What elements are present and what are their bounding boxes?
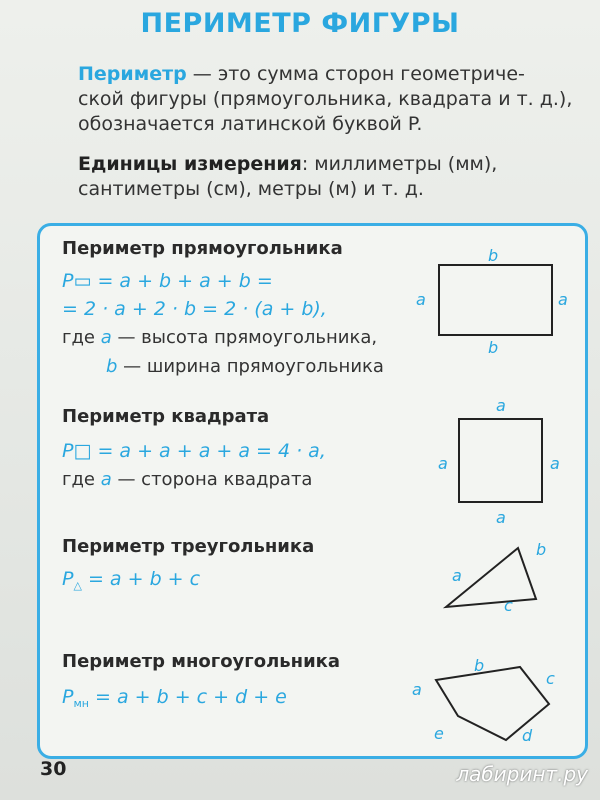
term-perimeter: Периметр xyxy=(78,63,187,85)
watermark: лабиринт.ру xyxy=(456,762,588,786)
definition-line2: ской фигуры (прямоугольника, квадрата и т. д.), xyxy=(78,88,573,110)
square-label-top: a xyxy=(496,396,506,415)
rectangle-figure xyxy=(438,264,554,336)
rect-label-left: a xyxy=(416,290,426,309)
rectangle-formula-1: P▭ = a + b + a + b = xyxy=(62,270,273,292)
rectangle-formula-2: = 2 · a + 2 · b = 2 · (a + b), xyxy=(62,298,327,320)
rectangle-title: Периметр прямоугольника xyxy=(62,238,343,259)
square-label-right: a xyxy=(550,454,560,473)
square-label-bottom: a xyxy=(496,508,506,527)
var-a: a xyxy=(100,469,112,490)
formulas-box xyxy=(37,223,588,759)
triangle-subscript: △ xyxy=(73,579,82,592)
polygon-label-b: b xyxy=(474,656,485,675)
rectangle-where-b xyxy=(106,356,384,377)
rect-label-right: a xyxy=(558,290,568,309)
polygon-label-a: a xyxy=(412,680,422,699)
var-a: a xyxy=(100,327,112,348)
polygon-subscript: мн xyxy=(73,697,89,710)
square-side-text: — сторона квадрата xyxy=(111,469,313,490)
perimeter-symbol: P xyxy=(62,686,74,708)
square-where xyxy=(62,469,312,490)
polygon-label-c: c xyxy=(546,669,555,688)
units-definition xyxy=(78,152,588,202)
units-line1: : миллиметры (мм), xyxy=(301,153,498,175)
perimeter-definition xyxy=(78,62,578,137)
square-figure xyxy=(458,418,544,504)
triangle-label-c: c xyxy=(504,596,513,615)
page-title: ПЕРИМЕТР ФИГУРЫ xyxy=(140,8,460,39)
term-units: Единицы измерения xyxy=(78,153,302,175)
polygon-label-d: d xyxy=(522,726,533,745)
polygon-label-e: e xyxy=(434,724,444,743)
perimeter-symbol: P xyxy=(62,568,74,590)
square-title: Периметр квадрата xyxy=(62,406,270,427)
page-number: 30 xyxy=(40,758,67,780)
square-label-left: a xyxy=(438,454,448,473)
triangle-formula-rest: = a + b + c xyxy=(81,568,201,590)
rectangle-width-text: — ширина прямоугольника xyxy=(117,356,384,377)
units-line2: сантиметры (см), метры (м) и т. д. xyxy=(78,178,424,200)
rect-label-top: b xyxy=(488,246,499,265)
polygon-formula-rest: = a + b + c + d + e xyxy=(88,686,287,708)
polygon-formula xyxy=(62,686,287,710)
rectangle-height-text: — высота прямоугольника, xyxy=(111,327,378,348)
triangle-title: Периметр треугольника xyxy=(62,536,315,557)
var-b: b xyxy=(106,356,118,377)
square-formula: P□ = a + a + a + a = 4 · a, xyxy=(62,440,326,462)
rectangle-where-a xyxy=(62,327,377,348)
definition-line1: — это сумма сторон геометриче- xyxy=(186,63,525,85)
definition-line3: обозначается латинской буквой P. xyxy=(78,113,423,135)
polygon-figure xyxy=(432,666,552,746)
triangle-label-b: b xyxy=(536,540,547,559)
rect-label-bottom: b xyxy=(488,338,499,357)
triangle-formula xyxy=(62,568,200,592)
polygon-title: Периметр многоугольника xyxy=(62,651,341,672)
where-word: где xyxy=(62,327,101,348)
where-word: где xyxy=(62,469,101,490)
triangle-label-a: a xyxy=(452,566,462,585)
